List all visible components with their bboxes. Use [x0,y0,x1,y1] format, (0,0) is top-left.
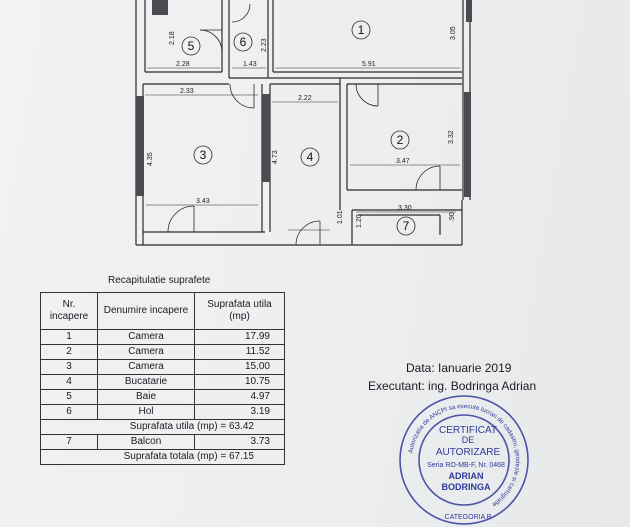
cell-nr: 2 [41,345,98,360]
floor-plan [0,0,630,260]
cell-nr: 3 [41,360,98,375]
room-label-2: 2 [396,133,404,147]
room-label-3: 3 [199,148,207,162]
table-row [41,360,285,375]
table-row [41,435,285,450]
dim-label: 5.91 [362,61,376,68]
dim-label: 2.28 [176,61,190,68]
dim-label: 4.73 [272,150,279,164]
room-label-5: 5 [187,39,195,53]
cell-name: Balcon [98,435,195,450]
dim-label: 4.35 [147,152,154,166]
dim-label: 3.30 [398,205,412,212]
dim-label: 2.18 [169,31,176,45]
cell-area: 3.19 [195,405,285,420]
useful-total: Suprafata utila (mp) = 63.42 [41,420,285,435]
stamp-category: CATEGORIA B [444,514,492,521]
cell-area: 15.00 [195,360,285,375]
stamp-de: DE [461,435,475,445]
cell-nr: 5 [41,390,98,405]
cell-name: Camera [98,330,195,345]
table-row [41,390,285,405]
dim-label: 3.05 [450,26,457,40]
stamp-series: Seria RO-MB-F, Nr. 0468 [427,462,505,469]
stamp-name-first: ADRIAN [448,471,484,481]
table-row [41,405,285,420]
stamp-name-last: BODRINGA [441,482,491,492]
dim-label: 2.33 [180,88,194,95]
table-row [41,345,285,360]
cell-name: Camera [98,345,195,360]
dim-label: 3.47 [396,158,410,165]
area-summary-table [40,292,285,465]
cell-area: 3.73 [195,435,285,450]
dim-label: 1.43 [243,61,257,68]
grand-total: Suprafata totala (mp) = 67.15 [41,450,285,465]
useful-total-row [41,420,285,435]
cell-area: 11.52 [195,345,285,360]
dim-label: .90 [449,212,456,222]
cell-name: Hol [98,405,195,420]
room-numbers [188,23,410,233]
cell-area: 10.75 [195,375,285,390]
dim-label: 2.22 [298,95,312,102]
table-row [41,375,285,390]
cell-name: Bucatarie [98,375,195,390]
cell-nr: 6 [41,405,98,420]
header-area: Suprafata utila (mp) [195,293,285,330]
dim-label: 1.20 [356,214,363,228]
dim-label: 2.23 [261,38,268,52]
cell-nr: 1 [41,330,98,345]
header-nr: Nr. incapere [41,293,98,330]
cell-area: 17.99 [195,330,285,345]
stamp-type: AUTORIZARE [435,447,501,458]
stamp-ring-text: Autorizatia de ANCPI sa execute lucrari de cadastru, geodezie si cartografie [407,402,522,509]
dim-label: 3.43 [196,198,210,205]
cell-nr: 7 [41,435,98,450]
document-executor: Executant: ing. Bodringa Adrian [368,379,537,393]
grand-total-row [41,450,285,465]
header-name: Denumire incapere [98,293,195,330]
dim-label: 3.32 [448,130,455,144]
table-header-row [41,293,285,330]
authorization-stamp [396,393,532,527]
dim-label: 1.01 [337,210,344,224]
cell-name: Baie [98,390,195,405]
cell-nr: 4 [41,375,98,390]
recap-title: Recapitulatie suprafete [108,275,211,286]
cell-name: Camera [98,360,195,375]
cell-area: 4.97 [195,390,285,405]
stamp-title: CERTIFICAT [439,425,497,436]
dimension-labels [147,26,457,228]
room-label-6: 6 [239,35,247,49]
room-label-1: 1 [357,23,365,37]
room-label-4: 4 [306,150,314,164]
document-date: Data: Ianuarie 2019 [406,361,512,375]
room-label-7: 7 [402,219,410,233]
table-row [41,330,285,345]
